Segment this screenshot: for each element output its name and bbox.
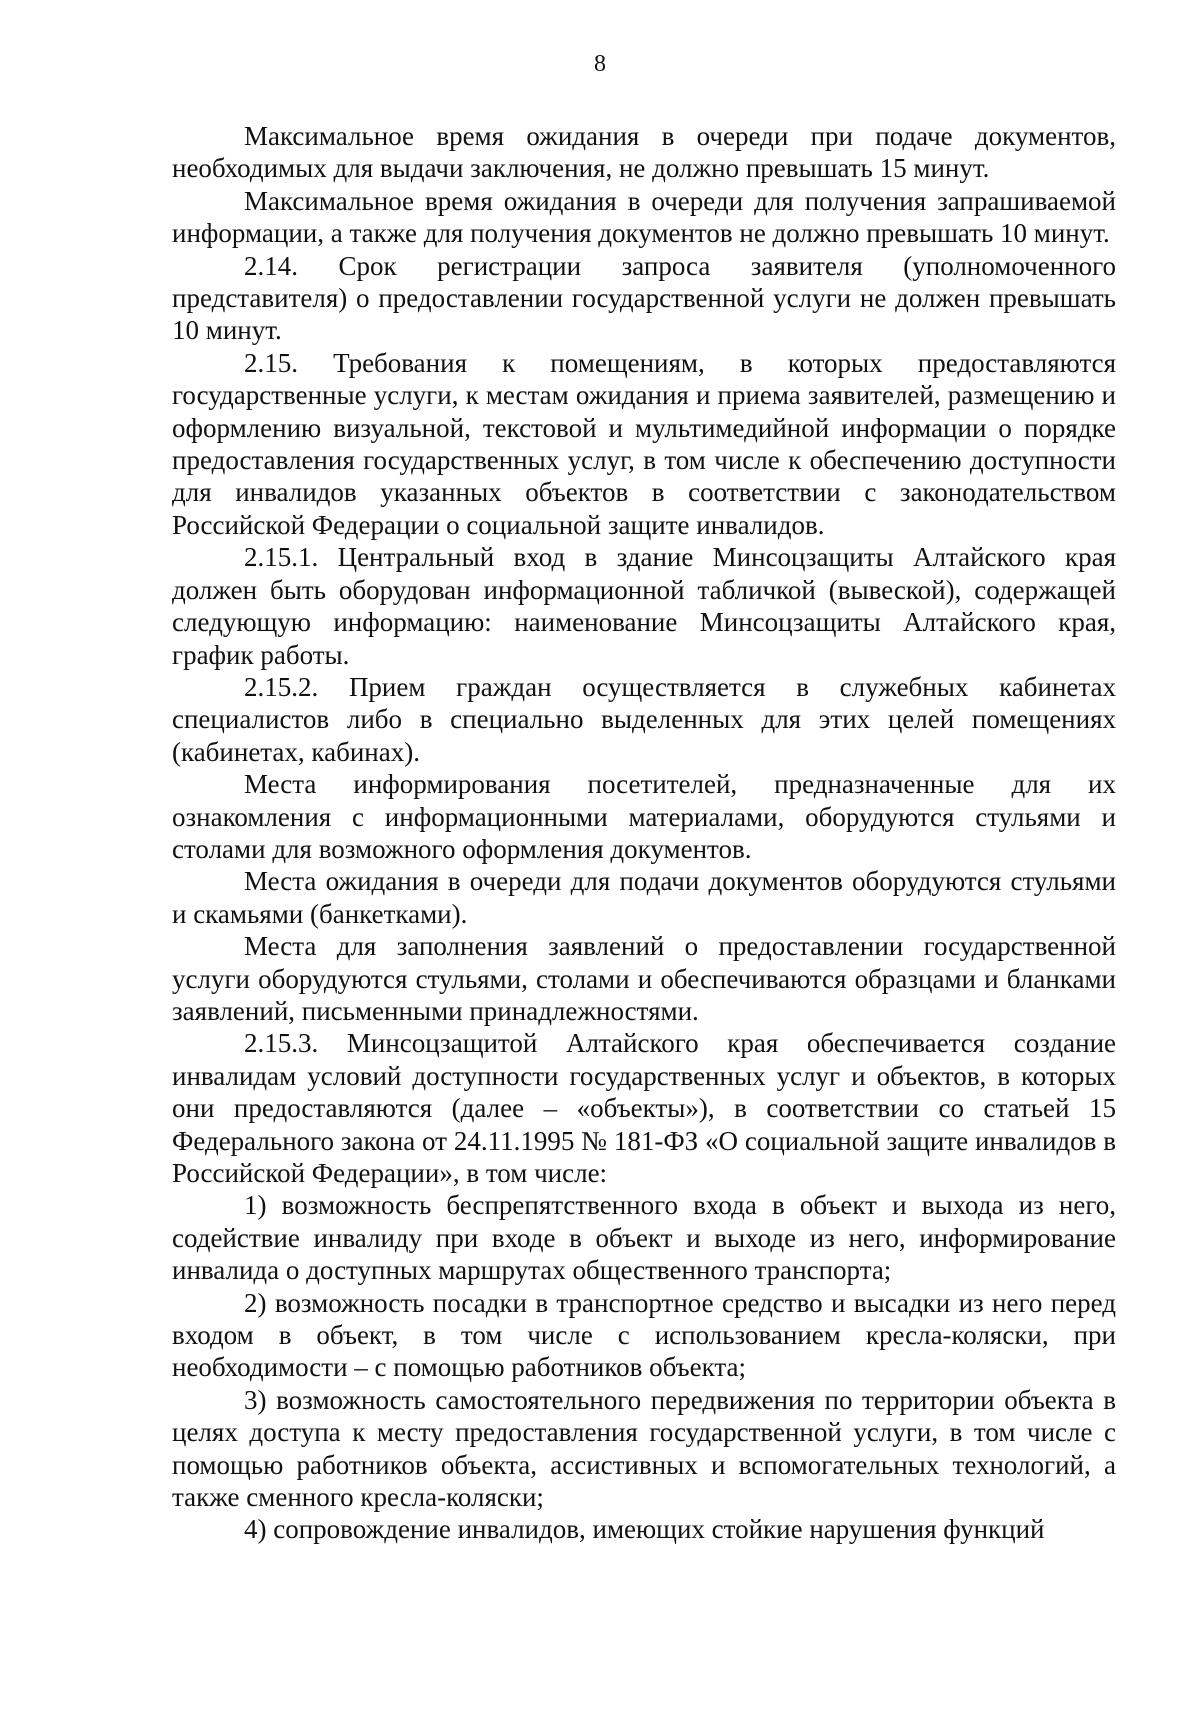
document-body — [172, 120, 1116, 1546]
list-item-3: 3) возможность самостоятельного передвижения по территории объекта в целях доступа к месту предоставления государственной услуги, в том числе с помощью работников объекта, ассистивных и вспомогательных технологий, а также сменного кресла-коляски; — [172, 1384, 1116, 1513]
paragraph-2-14: 2.14. Срок регистрации запроса заявителя (уполномоченного представителя) о предоставлении государственной услуги не должен превышать 10 минут. — [172, 250, 1116, 346]
paragraph-2-15-2: 2.15.2. Прием граждан осуществляется в служебных кабинетах специалистов либо в специально выделенных для этих целей помещениях (кабинетах, кабинах). — [172, 671, 1116, 767]
paragraph-information-places: Места информирования посетителей, предназначенные для их ознакомления с информационными материалами, оборудуются стульями и столами для возможного оформления документов. — [172, 769, 1116, 864]
paragraph-2-15-3: 2.15.3. Минсоцзащитой Алтайского края обеспечивается создание инвалидам условий доступности государственных услуг и объектов, в которых они предоставляются (далее – «объекты»), в соответствии со статьей 15 Федерального закона от 24.11.1995 № 181-ФЗ «О социальной защите инвалидов в Российской Федерации», в том числе: — [172, 1028, 1116, 1188]
list-item-1: 1) возможность беспрепятственного входа в объект и выхода из него, содействие инвалиду при входе в объект и выходе из него, информирование инвалида о доступных маршрутах общественного транспорта; — [172, 1190, 1116, 1286]
paragraph-2-15: 2.15. Требования к помещениям, в которых предоставляются государственные услуги, к местам ожидания и приема заявителей, размещению и оформлению визуальной, текстовой и мультимедийной информации о порядке предоставления государственных услуг, в том числе к обеспечению доступности для инвалидов указанных объектов в соответствии с законодательством Российской Федерации о социальной защите инвалидов. — [172, 347, 1116, 540]
list-item-2: 2) возможность посадки в транспортное средство и высадки из него перед входом в объект, в том числе с использованием кресла-коляски, при необходимости – с помощью работников объекта; — [172, 1287, 1116, 1383]
paragraph-wait-submission: Максимальное время ожидания в очереди при подаче документов, необходимых для выдачи заключения, не должно превышать 15 минут. — [172, 121, 1116, 184]
paragraph-application-places: Места для заполнения заявлений о предоставлении государственной услуги оборудуются стульями, столами и обеспечиваются образцами и бланками заявлений, письменными принадлежностями. — [172, 931, 1116, 1026]
paragraph-2-15-1: 2.15.1. Центральный вход в здание Минсоцзащиты Алтайского края должен быть оборудован информационной табличкой (вывеской), содержащей следующую информацию: наименование Минсоцзащиты Алтайского края, график работы. — [172, 542, 1116, 670]
paragraph-waiting-places: Места ожидания в очереди для подачи документов оборудуются стульями и скамьями (банкетками). — [172, 866, 1116, 929]
page-number: 8 — [594, 51, 606, 77]
paragraph-wait-information: Максимальное время ожидания в очереди для получения запрашиваемой информации, а также для получения документов не должно превышать 10 минут. — [172, 185, 1116, 249]
list-item-4: 4) сопровождение инвалидов, имеющих стойкие нарушения функций — [244, 1514, 1045, 1545]
